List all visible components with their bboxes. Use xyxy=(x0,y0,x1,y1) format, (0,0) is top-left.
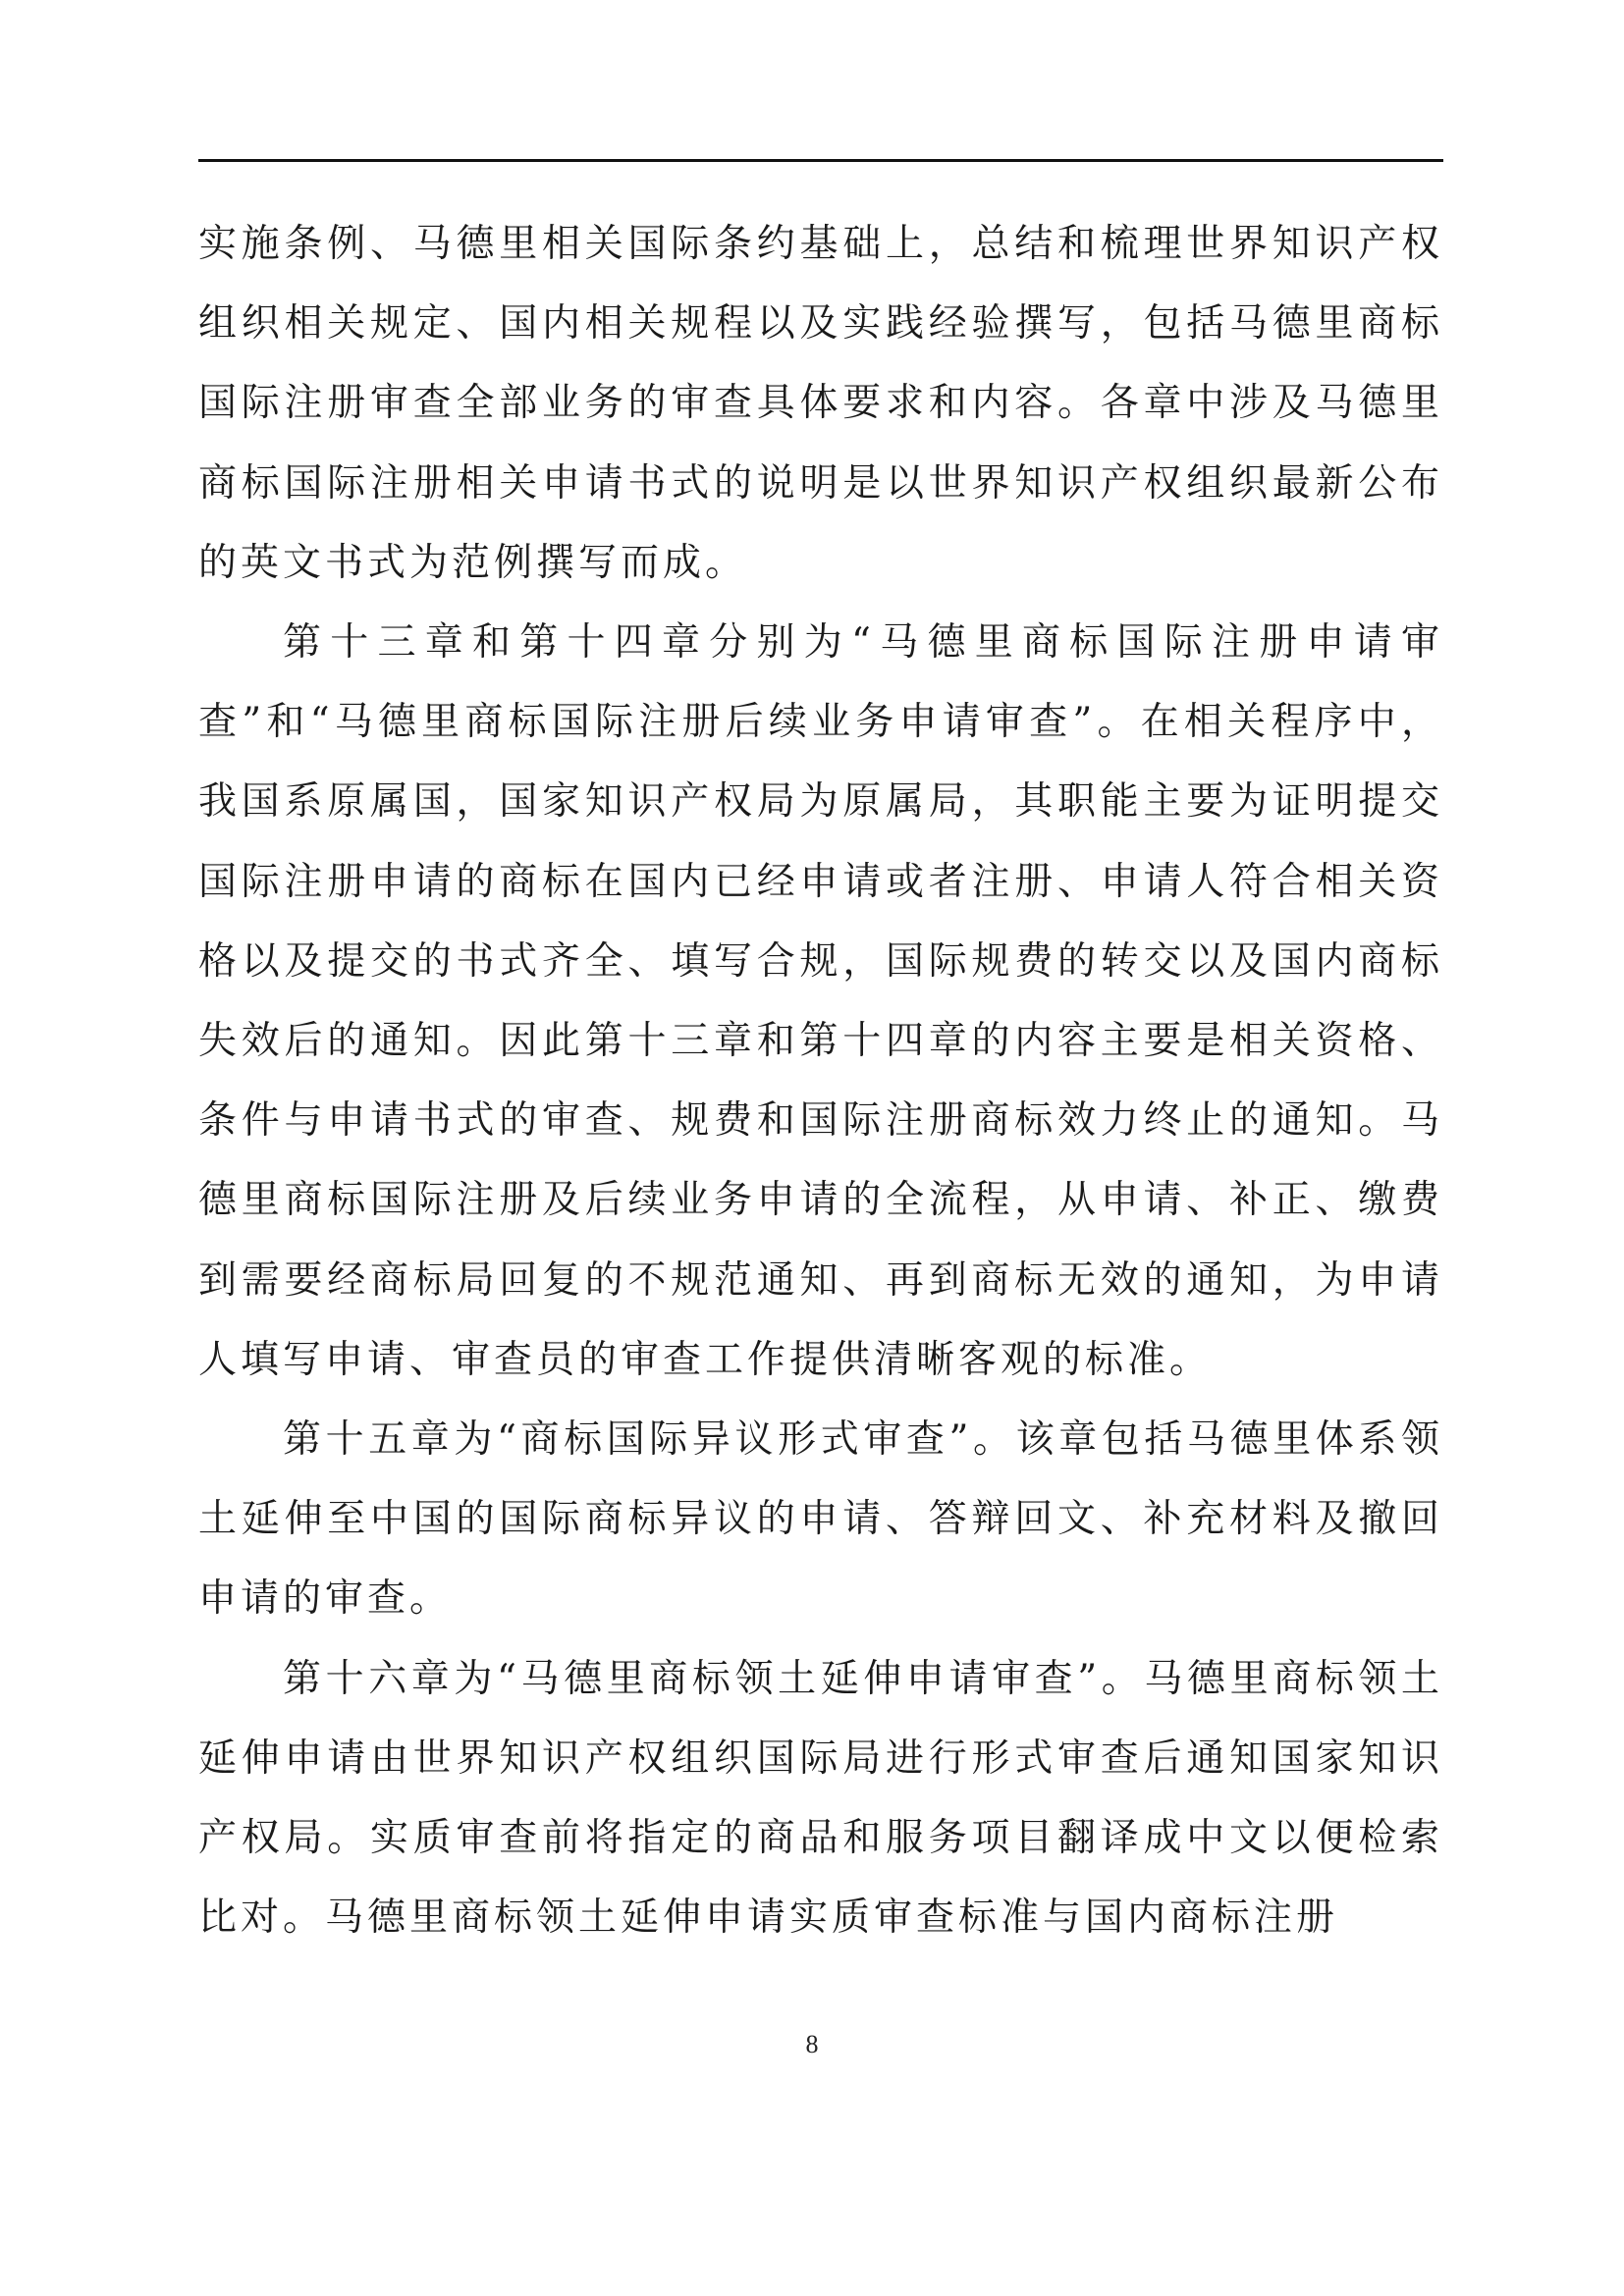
header-rule xyxy=(198,159,1443,162)
page-number: 8 xyxy=(805,2030,819,2058)
paragraph-2: 第十三章和第十四章分别为“马德里商标国际注册申请审查”和“马德里商标国际注册后续业务申请审查”。在相关程序中，我国系原属国，国家知识产权局为原属局，其职能主要为证明提交国际注册申请的商标在国内已经申请或者注册、申请人符合相关资格以及提交的书式齐全、填写合规，国际规费的转交以及国内商标失效后的通知。因此第十三章和第十四章的内容主要是相关资格、条件与申请书式的审查、规费和国际注册商标效力终止的通知。马德里商标国际注册及后续业务申请的全流程，从申请、补正、缴费到需要经商标局回复的不规范通知、再到商标无效的通知，为申请人填写申请、审查员的审查工作提供清晰客观的标准。 xyxy=(198,620,1443,1382)
paragraph-4: 第十六章为“马德里商标领土延伸申请审查”。马德里商标领土延伸申请由世界知识产权组织国际局进行形式审查后通知国家知识产权局。实质审查前将指定的商品和服务项目翻译成中文以便检索比对。马德里商标领土延伸申请实质审查标准与国内商标注册 xyxy=(198,1656,1443,1941)
body-text xyxy=(198,204,1443,1957)
paragraph-3: 第十五章为“商标国际异议形式审查”。该章包括马德里体系领土延伸至中国的国际商标异议的申请、答辩回文、补充材料及撤回申请的审查。 xyxy=(198,1417,1443,1622)
paragraph-1: 实施条例、马德里相关国际条约基础上，总结和梳理世界知识产权组织相关规定、国内相关规程以及实践经验撰写，包括马德里商标国际注册审查全部业务的审查具体要求和内容。各章中涉及马德里商标国际注册相关申请书式的说明是以世界知识产权组织最新公布的英文书式为范例撰写而成。 xyxy=(198,222,1443,585)
